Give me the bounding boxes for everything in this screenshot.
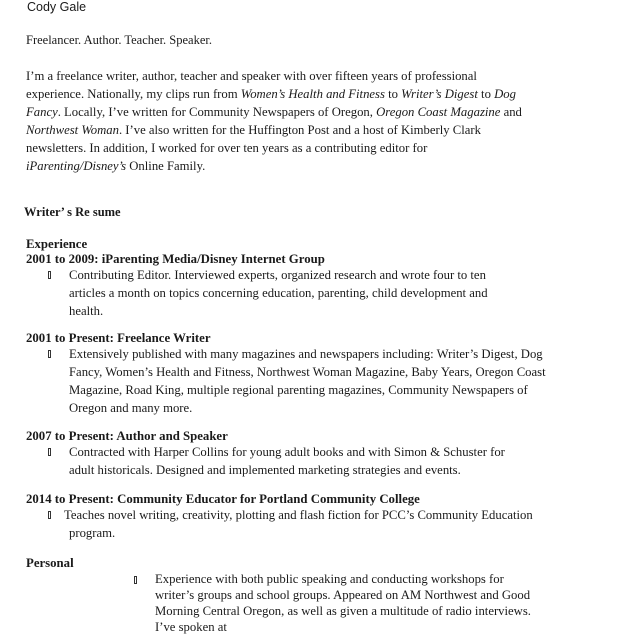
text-run: to — [477, 87, 495, 101]
bullet-icon — [134, 576, 137, 584]
author-name: Cody Gale — [27, 0, 87, 14]
bullet-line: articles a month on topics concerning education, parenting, child development and — [69, 286, 488, 300]
bullet-line: writer’s groups and school groups. Appeared on AM Northwest and Good — [155, 588, 531, 602]
personal-bullet — [155, 571, 531, 635]
text-run: Online Family. — [126, 159, 206, 173]
bullet-icon — [48, 271, 51, 279]
job-bullet — [69, 443, 505, 479]
bullet-line: Magazine, Road King, multiple regional parenting magazines, Community Newspapers of — [69, 383, 528, 397]
job-bullet — [64, 506, 533, 542]
job-bullet — [69, 345, 546, 417]
intro-line — [26, 157, 522, 175]
bullet-line: program. — [69, 526, 116, 540]
text-run: . Locally, I’ve written for Community Newspapers of Oregon, — [57, 105, 377, 119]
italic-title: Women’s Health and Fitness — [240, 87, 385, 101]
intro-line — [26, 121, 522, 139]
intro-line — [26, 139, 522, 157]
italic-title: Dog — [494, 87, 516, 101]
text-run: experience. Nationally, my clips run from — [26, 87, 241, 101]
job-heading: 2014 to Present: Community Educator for Portland Community College — [26, 492, 420, 506]
italic-title: Fancy — [26, 105, 58, 119]
text-run: . I’ve also written for the Huffington Post and a host of Kimberly Clark — [118, 123, 481, 137]
intro-paragraph — [26, 67, 522, 175]
tagline: Freelancer. Author. Teacher. Speaker. — [26, 33, 212, 47]
italic-title: Northwest Woman — [26, 123, 119, 137]
italic-title: iParenting/Disney’s — [26, 159, 127, 173]
bullet-line: Oregon and many more. — [69, 401, 193, 415]
bullet-line: Teaches novel writing, creativity, plotting and flash fiction for PCC’s Community Education — [64, 508, 533, 522]
bullet-line: Fancy, Women’s Health and Fitness, Northwest Woman Magazine, Baby Years, Oregon Coast — [69, 365, 546, 379]
resume-title: Writer’ s Re sume — [24, 205, 121, 219]
job-bullet — [69, 266, 488, 320]
italic-title: Oregon Coast Magazine — [376, 105, 501, 119]
intro-line — [26, 103, 522, 121]
text-run: and — [500, 105, 522, 119]
bullet-line: adult historicals. Designed and implemented marketing strategies and events. — [69, 463, 461, 477]
bullet-line: Morning Central Oregon, as well as given a multitude of radio interviews. — [155, 604, 531, 618]
intro-line — [26, 67, 522, 85]
bullet-line: Contracted with Harper Collins for young adult books and with Simon & Schuster for — [69, 445, 505, 459]
experience-heading: Experience — [26, 237, 88, 251]
bullet-icon — [48, 511, 51, 519]
bullet-icon — [48, 350, 51, 358]
bullet-line: Extensively published with many magazines and newspapers including: Writer’s Digest, Dog — [69, 347, 543, 361]
job-heading: 2007 to Present: Author and Speaker — [26, 429, 228, 443]
job-heading: 2001 to Present: Freelance Writer — [26, 331, 211, 345]
text-run: newsletters. In addition, I worked for over ten years as a contributing editor for — [26, 141, 428, 155]
italic-title: Writer’s Digest — [401, 87, 478, 101]
text-run: to — [384, 87, 402, 101]
bullet-icon — [48, 448, 51, 456]
intro-line — [26, 85, 522, 103]
job-heading: 2001 to 2009: iParenting Media/Disney Internet Group — [26, 252, 325, 266]
bullet-line: health. — [69, 304, 104, 318]
bullet-line: Experience with both public speaking and conducting workshops for — [155, 572, 504, 586]
bullet-line: I’ve spoken at — [155, 620, 227, 634]
bullet-line: Contributing Editor. Interviewed experts, organized research and wrote four to ten — [69, 268, 486, 282]
text-run: I’m a freelance writer, author, teacher and speaker with over fifteen years of professional — [26, 69, 477, 83]
personal-heading: Personal — [26, 556, 74, 570]
